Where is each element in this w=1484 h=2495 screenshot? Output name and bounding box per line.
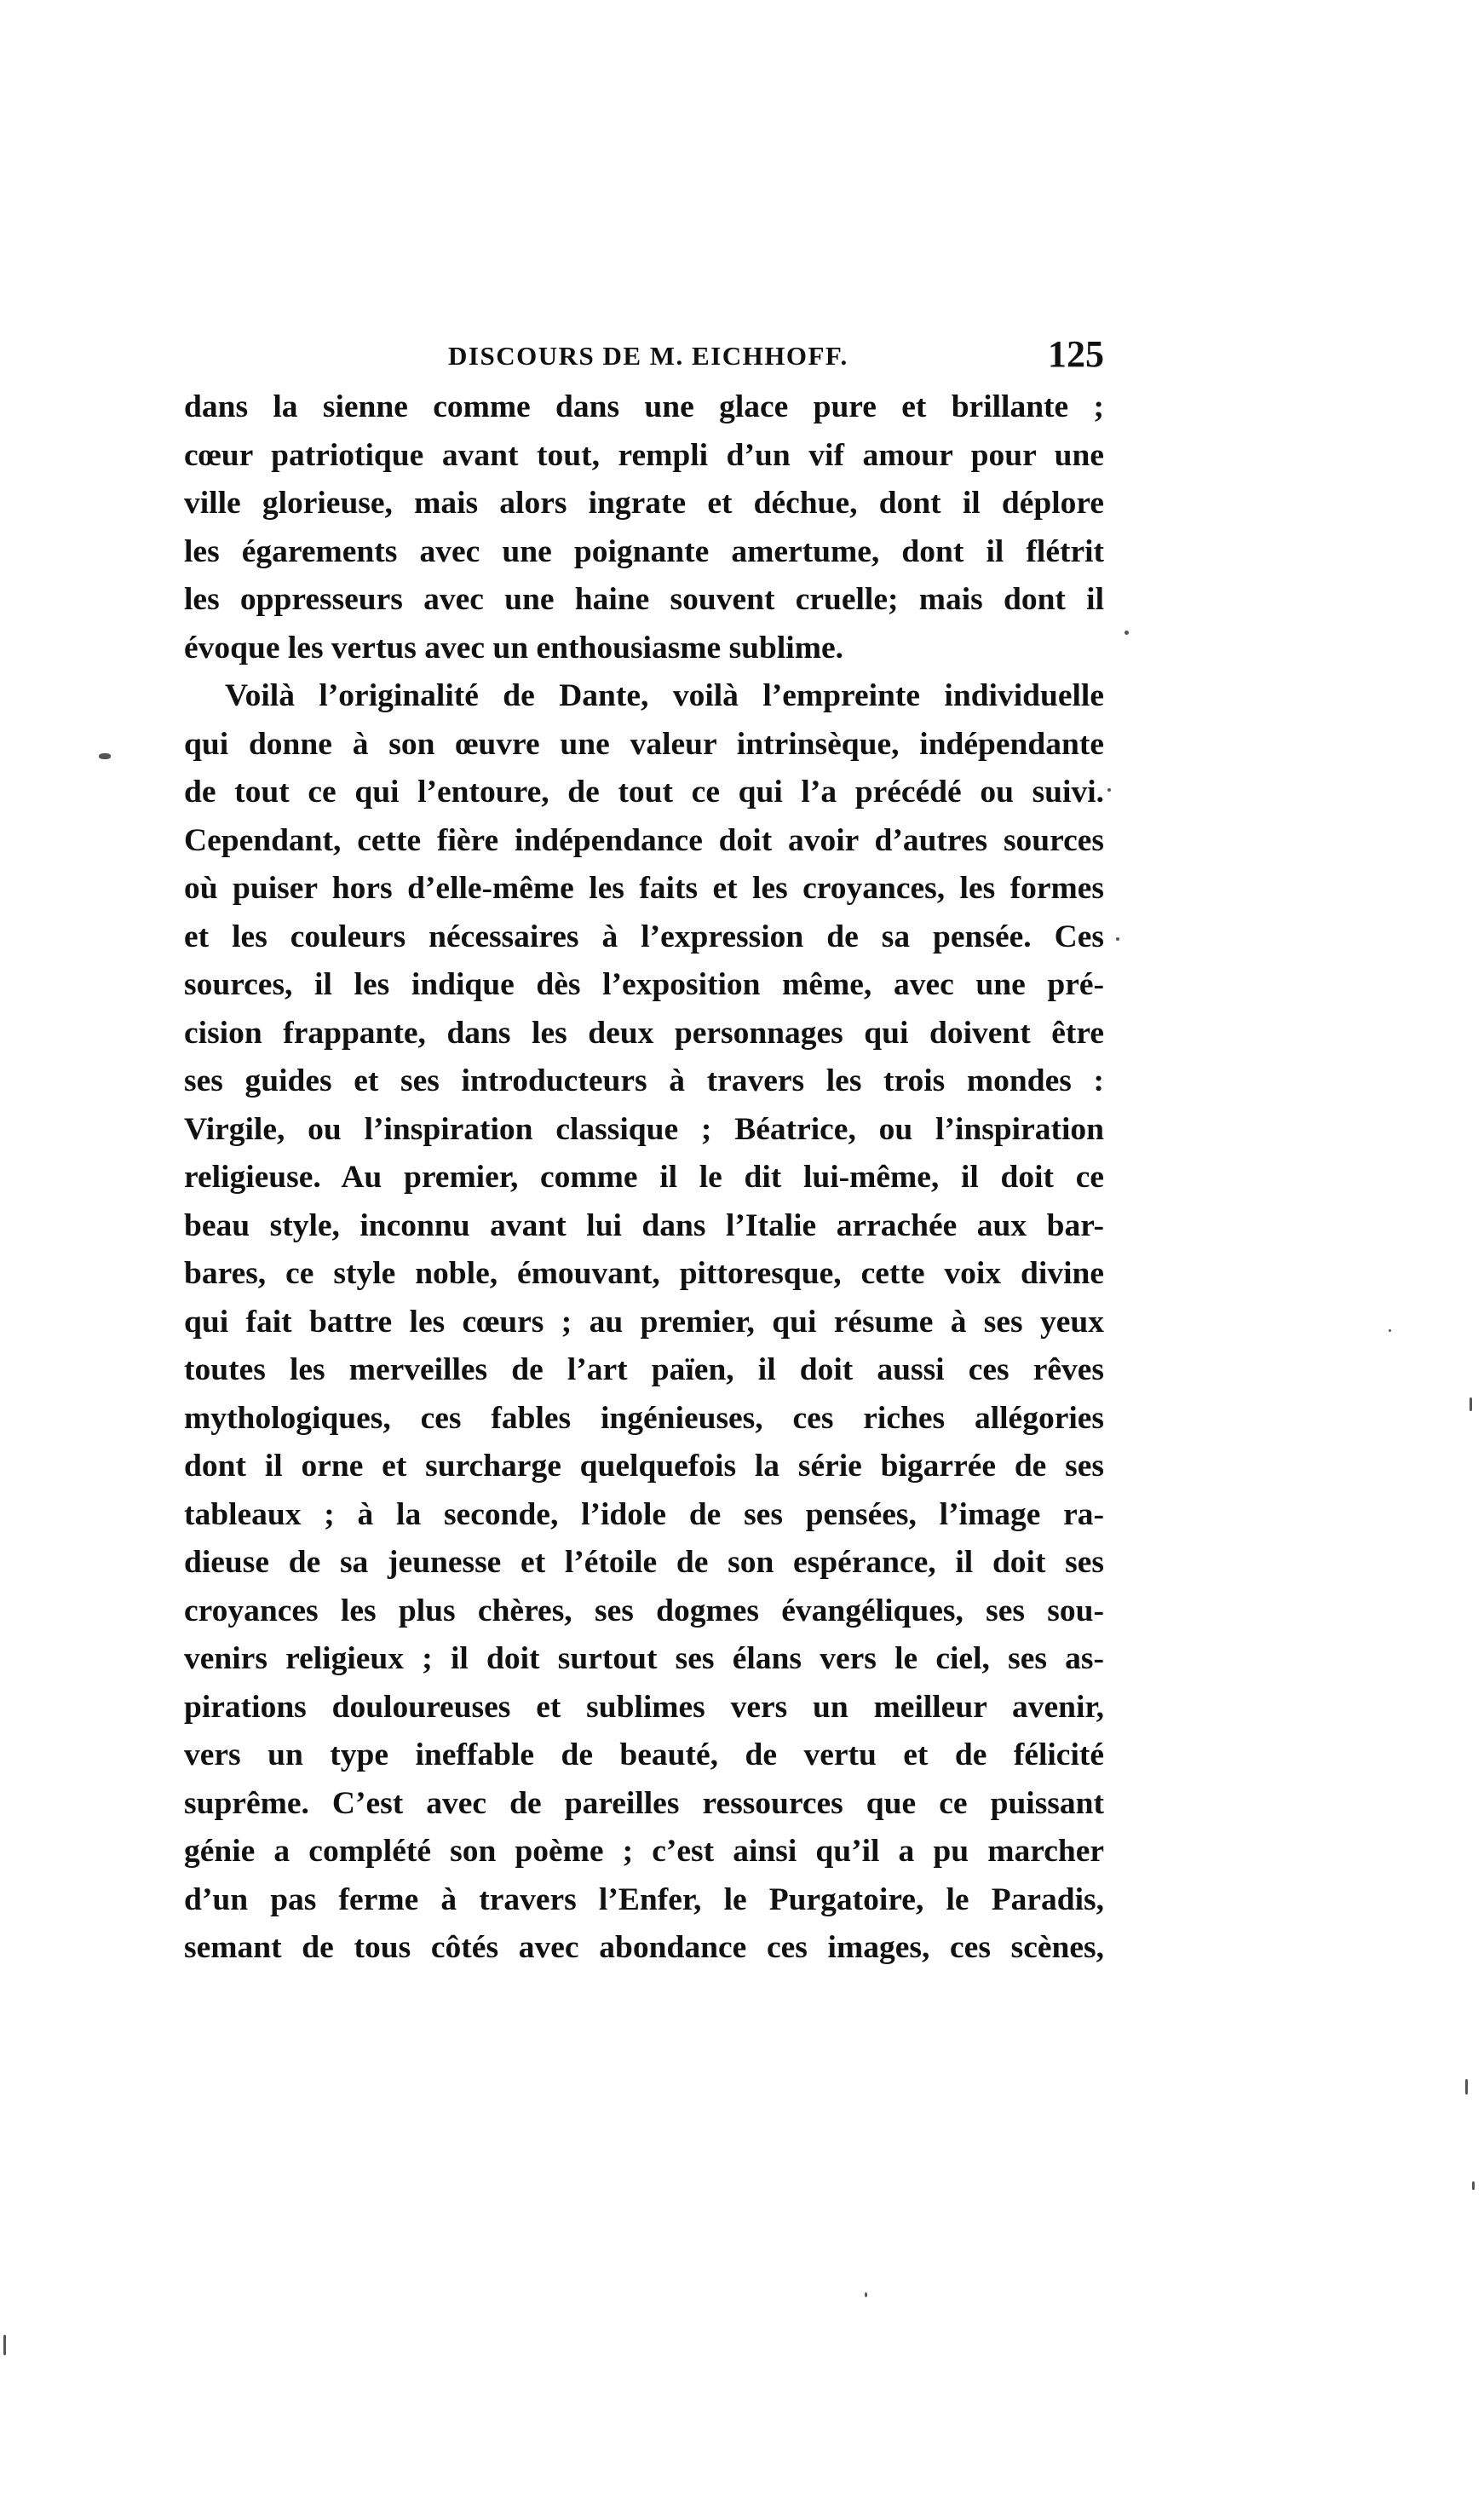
- text-line: tableaux ; à la seconde, l’idole de ses pensées, l’image ra-: [184, 1496, 1104, 1532]
- text-line: qui donne à son œuvre une valeur intrinsèque, indépendante: [184, 726, 1104, 762]
- text-line: toutes les merveilles de l’art païen, il doit aussi ces rêves: [184, 1352, 1104, 1387]
- text-line: qui fait battre les cœurs ; au premier, qui résume à ses yeux: [184, 1304, 1104, 1340]
- text-line: cœur patriotique avant tout, rempli d’un vif amour pour une: [184, 437, 1104, 473]
- text-line: Voilà l’originalité de Dante, voilà l’empreinte individuelle: [225, 678, 1104, 713]
- body-text: [184, 383, 1104, 1973]
- scan-speck: [1107, 788, 1111, 792]
- text-line: les égarements avec une poignante amertume, dont il flétrit: [184, 533, 1104, 569]
- scan-speck: [1389, 1329, 1391, 1332]
- text-line: croyances les plus chères, ses dogmes évangéliques, ses sou-: [184, 1593, 1104, 1628]
- scan-speck: [1470, 1397, 1472, 1411]
- scan-speck: [1472, 2181, 1475, 2190]
- scan-speck: [3, 2335, 6, 2355]
- text-line: vers un type ineffable de beauté, de vertu et de félicité: [184, 1737, 1104, 1772]
- scan-speck: [865, 2292, 867, 2297]
- text-line: génie a complété son poème ; c’est ainsi qu’il a pu marcher: [184, 1834, 1104, 1869]
- text-line: ses guides et ses introducteurs à travers les trois mondes :: [184, 1063, 1104, 1098]
- text-line: mythologiques, ces fables ingénieuses, ces riches allégories: [184, 1400, 1104, 1436]
- text-line: de tout ce qui l’entoure, de tout ce qui l’a précédé ou suivi.: [184, 775, 1104, 810]
- text-line: où puiser hors d’elle-même les faits et les croyances, les formes: [184, 871, 1104, 906]
- page-number: 125: [1048, 333, 1104, 375]
- text-line: Cependant, cette fière indépendance doit avoir d’autres sources: [184, 822, 1104, 858]
- text-line: d’un pas ferme à travers l’Enfer, le Purgatoire, le Paradis,: [184, 1881, 1104, 1917]
- text-line: bares, ce style noble, émouvant, pittoresque, cette voix divine: [184, 1256, 1104, 1291]
- scan-speck: [99, 753, 111, 759]
- text-line: sources, il les indique dès l’exposition même, avec une pré-: [184, 967, 1104, 1002]
- running-head: [184, 331, 1104, 382]
- scan-speck: [1465, 2079, 1468, 2095]
- text-line: ville glorieuse, mais alors ingrate et déchue, dont il déplore: [184, 486, 1104, 521]
- text-line: évoque les vertus avec un enthousiasme sublime.: [184, 630, 843, 666]
- text-line: les oppresseurs avec une haine souvent cruelle; mais dont il: [184, 582, 1104, 617]
- scan-speck: [1116, 937, 1119, 941]
- text-line: dont il orne et surcharge quelquefois la série bigarrée de ses: [184, 1449, 1104, 1484]
- running-title: DISCOURS DE M. EICHHOFF.: [448, 341, 848, 371]
- text-line: dieuse de sa jeunesse et l’étoile de son espérance, il doit ses: [184, 1545, 1104, 1580]
- text-line: suprême. C’est avec de pareilles ressources que ce puissant: [184, 1785, 1104, 1821]
- text-line: religieuse. Au premier, comme il le dit lui-même, il doit ce: [184, 1160, 1104, 1195]
- text-line: beau style, inconnu avant lui dans l’Italie arrachée aux bar-: [184, 1207, 1104, 1243]
- text-line: pirations douloureuses et sublimes vers un meilleur avenir,: [184, 1689, 1104, 1725]
- text-line: Virgile, ou l’inspiration classique ; Béatrice, ou l’inspiration: [184, 1111, 1104, 1147]
- text-line: et les couleurs nécessaires à l’expression de sa pensée. Ces: [184, 919, 1104, 954]
- scan-speck: [1125, 631, 1129, 635]
- text-line: venirs religieux ; il doit surtout ses élans vers le ciel, ses as-: [184, 1641, 1104, 1676]
- text-line: cision frappante, dans les deux personnages qui doivent être: [184, 1015, 1104, 1051]
- text-line: semant de tous côtés avec abondance ces images, ces scènes,: [184, 1930, 1104, 1965]
- text-line: dans la sienne comme dans une glace pure et brillante ;: [184, 389, 1104, 424]
